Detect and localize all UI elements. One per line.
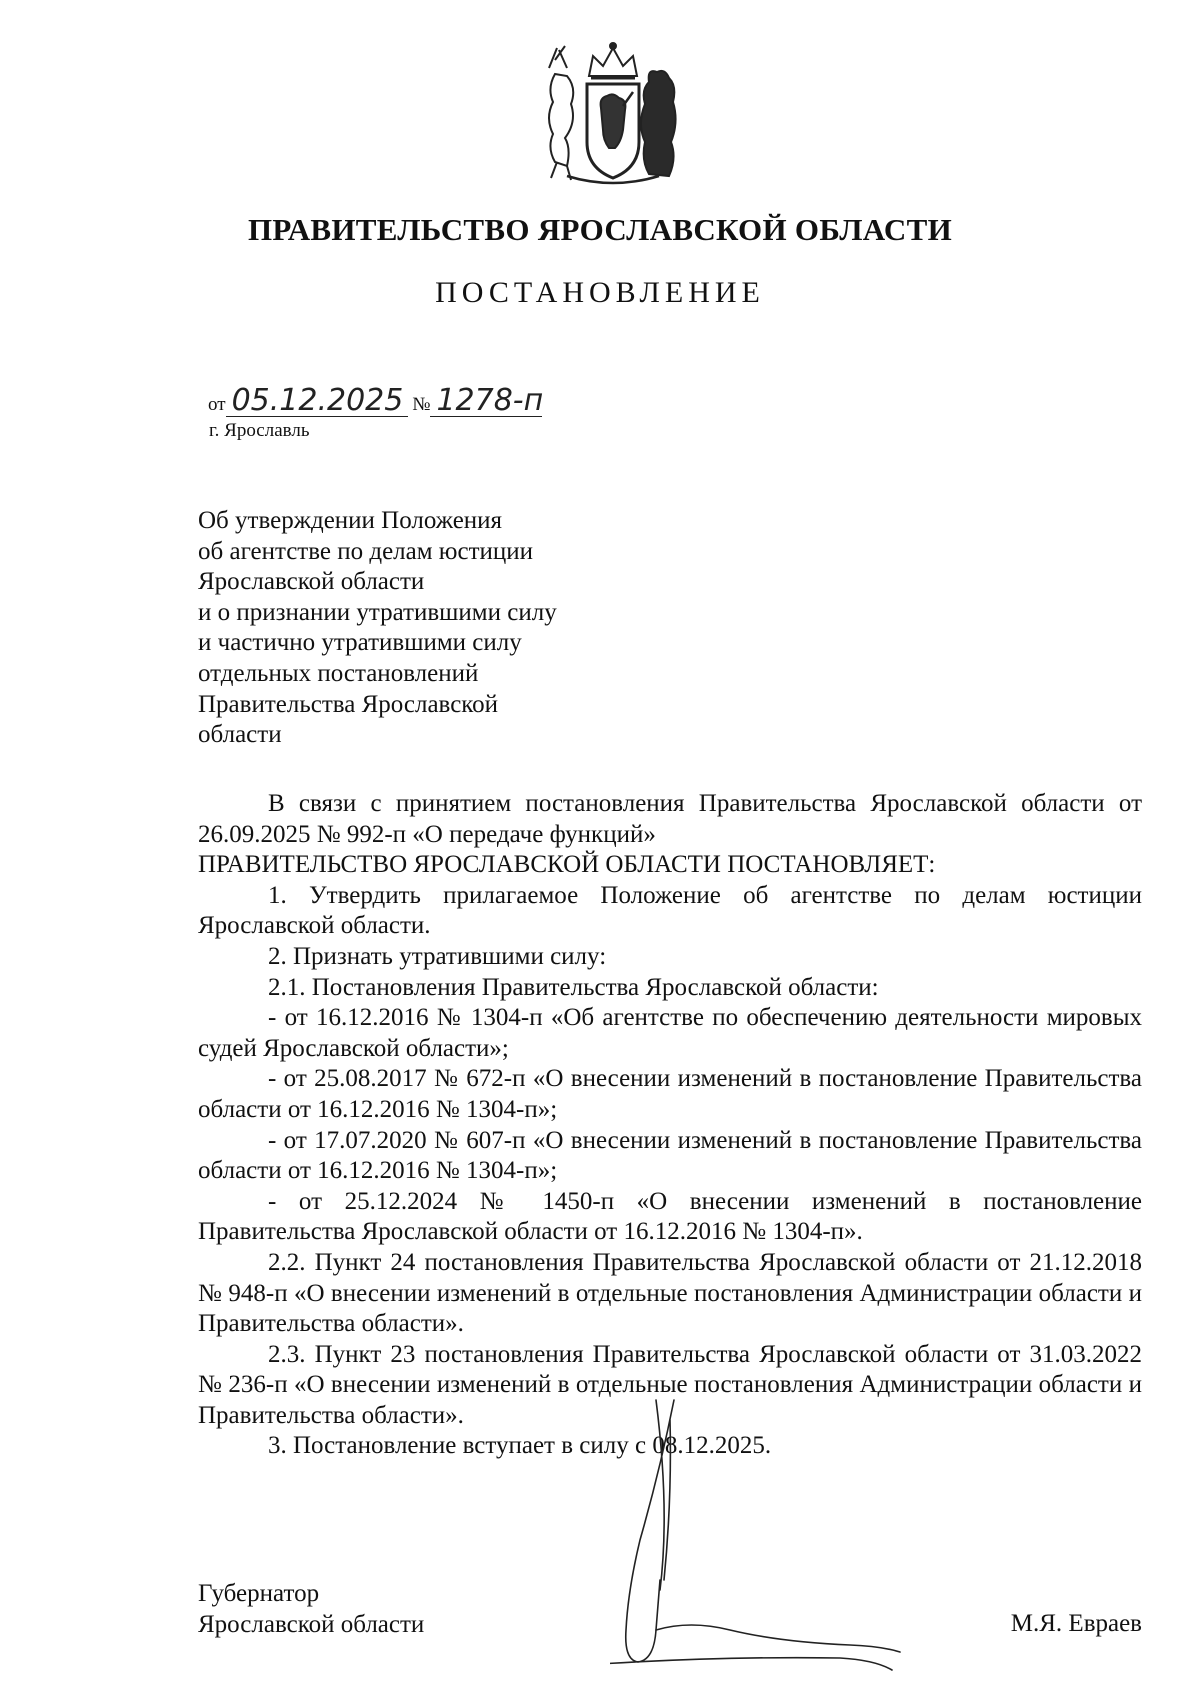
document-number: 1278-п — [430, 386, 542, 417]
body-item: 2.3. Пункт 23 постановления Правительства Ярославской области от 31.03.2022 № 236-п «О внесении изменений в отдельные постановления Администрации области и Правительства области». — [198, 1340, 1142, 1429]
document-type: ПОСТАНОВЛЕНИЕ — [435, 276, 765, 309]
subject-line: и о признании утратившими силу — [198, 598, 557, 626]
subject-line: области — [198, 721, 282, 749]
subject-line: и частично утратившими силу — [198, 629, 522, 657]
document-date: 05.12.2025 — [226, 386, 408, 417]
subject-line: отдельных постановлений — [198, 659, 479, 687]
body-item: 1. Утвердить прилагаемое Положение об агентстве по делам юстиции Ярославской области. — [198, 881, 1142, 940]
signatory-position — [198, 1579, 424, 1640]
city: г. Ярославль — [209, 420, 310, 441]
body-item: - от 25.12.2024 № 1450-п «О внесении изменений в постановление Правительства Ярославской области от 16.12.2016 № 1304-п». — [198, 1187, 1142, 1246]
date-number-line — [208, 383, 544, 418]
body-item: - от 16.12.2016 № 1304-п «Об агентстве по обеспечению деятельности мировых судей Ярославской области»; — [198, 1004, 1142, 1062]
resolution-statement: ПРАВИТЕЛЬСТВО ЯРОСЛАВСКОЙ ОБЛАСТИ ПОСТАНОВЛЯЕТ: — [198, 851, 936, 879]
body-item: 2.1. Постановления Правительства Ярославской области: — [268, 973, 879, 1001]
body-item: 3. Постановление вступает в силу с 08.12.2025. — [268, 1432, 772, 1460]
document-body — [198, 789, 1142, 1462]
subject-line: об агентстве по делам юстиции — [198, 537, 534, 565]
subject-line: Ярославской области — [198, 568, 425, 596]
subject-line: Об утверждении Положения — [198, 507, 503, 534]
handwritten-signature-icon — [610, 1380, 930, 1690]
signatory-name: М.Я. Евраев — [1010, 1610, 1142, 1637]
coat-of-arms-icon — [537, 38, 689, 188]
position-line: Губернатор — [198, 1580, 320, 1607]
body-item: - от 25.08.2017 № 672-п «О внесении изменений в постановление Правительства области от 16.12.2016 № 1304-п»; — [198, 1065, 1142, 1123]
body-item: 2.2. Пункт 24 постановления Правительства Ярославской области от 21.12.2018 № 948-п «О внесении изменений в отдельные постановления Администрации области и Правительства области». — [198, 1248, 1142, 1338]
government-name: ПРАВИТЕЛЬСТВО ЯРОСЛАВСКОЙ ОБЛАСТИ — [248, 212, 952, 247]
document-subject — [198, 506, 628, 751]
date-prefix: от — [208, 394, 226, 415]
subject-line: Правительства Ярославской — [198, 690, 499, 718]
body-item: 2. Признать утратившими силу: — [268, 942, 607, 970]
body-item: - от 17.07.2020 № 607-п «О внесении изменений в постановление Правительства области от 16.12.2016 № 1304-п»; — [198, 1126, 1142, 1185]
number-prefix: № — [412, 394, 431, 415]
preamble: В связи с принятием постановления Правительства Ярославской области от 26.09.2025 № 992-п «О передаче функций» — [198, 790, 1142, 848]
position-line: Ярославской области — [198, 1610, 425, 1638]
